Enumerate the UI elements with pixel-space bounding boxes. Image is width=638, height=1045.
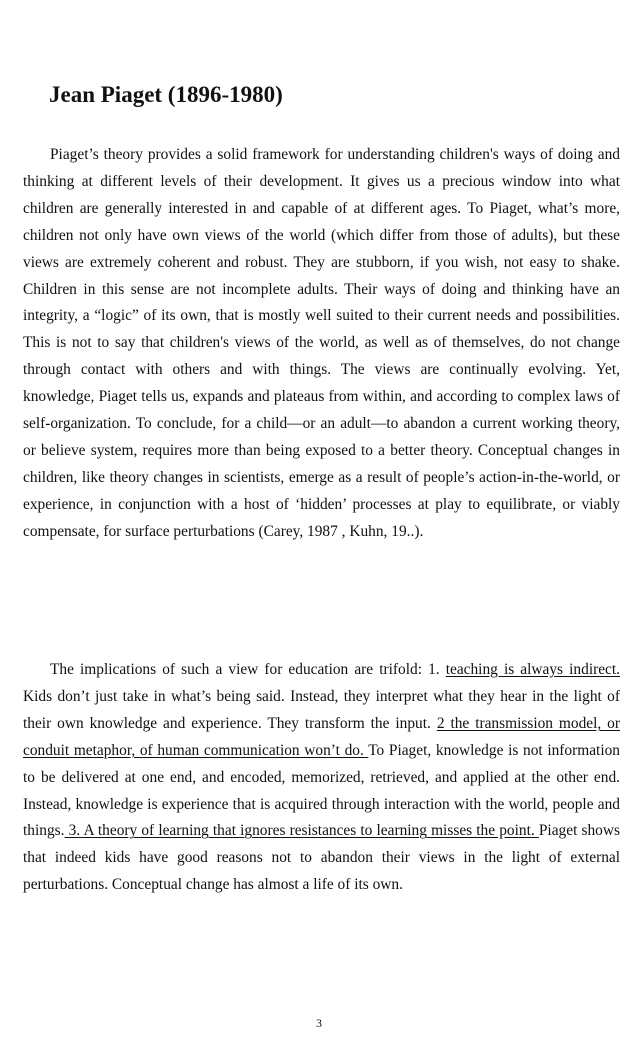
underlined-point-3: 3. A theory of learning that ignores resistances to learning misses the point. [64,822,539,840]
implications-text-3: To Piaget, knowledge is not information to be delivered at one end, and encoded, memorized, retrieved, and applied at the other end. Instead, knowledge is experience that is acquired through interaction with the world, people and things. [23,741,620,840]
implications-text-2: Kids don’t just take in what’s being said. Instead, they interpret what they hear in the light of their own knowledge and experience. They transform the input. [23,687,620,732]
paragraph-implications [23,657,620,899]
underlined-point-2: 2 the transmission model, or conduit metaphor, of human communication won’t do. [23,714,621,759]
underlined-point-1: teaching is always indirect. [445,661,620,678]
implications-intro-text: The implications of such a view for education are trifold: 1. [50,661,446,678]
paragraph-1-text: Piaget’s theory provides a solid framework for understanding children's ways of doing and thinking at different levels of their development. It gives us a precious window into what children are generally interested in and capable of at different ages. To Piaget, what’s more, children not only have own views of the world (which differ from those of adults), but these views are extremely coherent and robust. They are stubborn, if you wish, not easy to shake. Children in this sense are not incomplete adults. Their ways of doing and thinking have an integrity, a “logic” of its own, that is mostly well suited to their current needs and possibilities. This is not to say that children's views of the world, as well as of themselves, do not change through contact with others and with things. The views are continually evolving. Yet, knowledge, Piaget tells us, expands and plateaus from within, and according to complex laws of self-organization. To conclude, for a child—or an adult—to abandon a current working theory, or believe system, requires more than being exposed to a better theory. Conceptual changes in children, like theory changes in scientists, emerge as a result of people’s action-in-the-world, or experience, in conjunction with a host of ‘hidden’ processes at play to equilibrate, or viably compensate, for surface perturbations (Carey, 1987 , Kuhn, 19..). [23,146,620,540]
page-title: Jean Piaget (1896-1980) [49,82,283,107]
page-number: 3 [316,1016,322,1030]
implications-text-4: Piaget shows that indeed kids have good reasons not to abandon their views in the light of external perturbations. Conceptual change has almost a life of its own. [23,822,620,894]
paragraph-piaget-theory [23,142,620,546]
